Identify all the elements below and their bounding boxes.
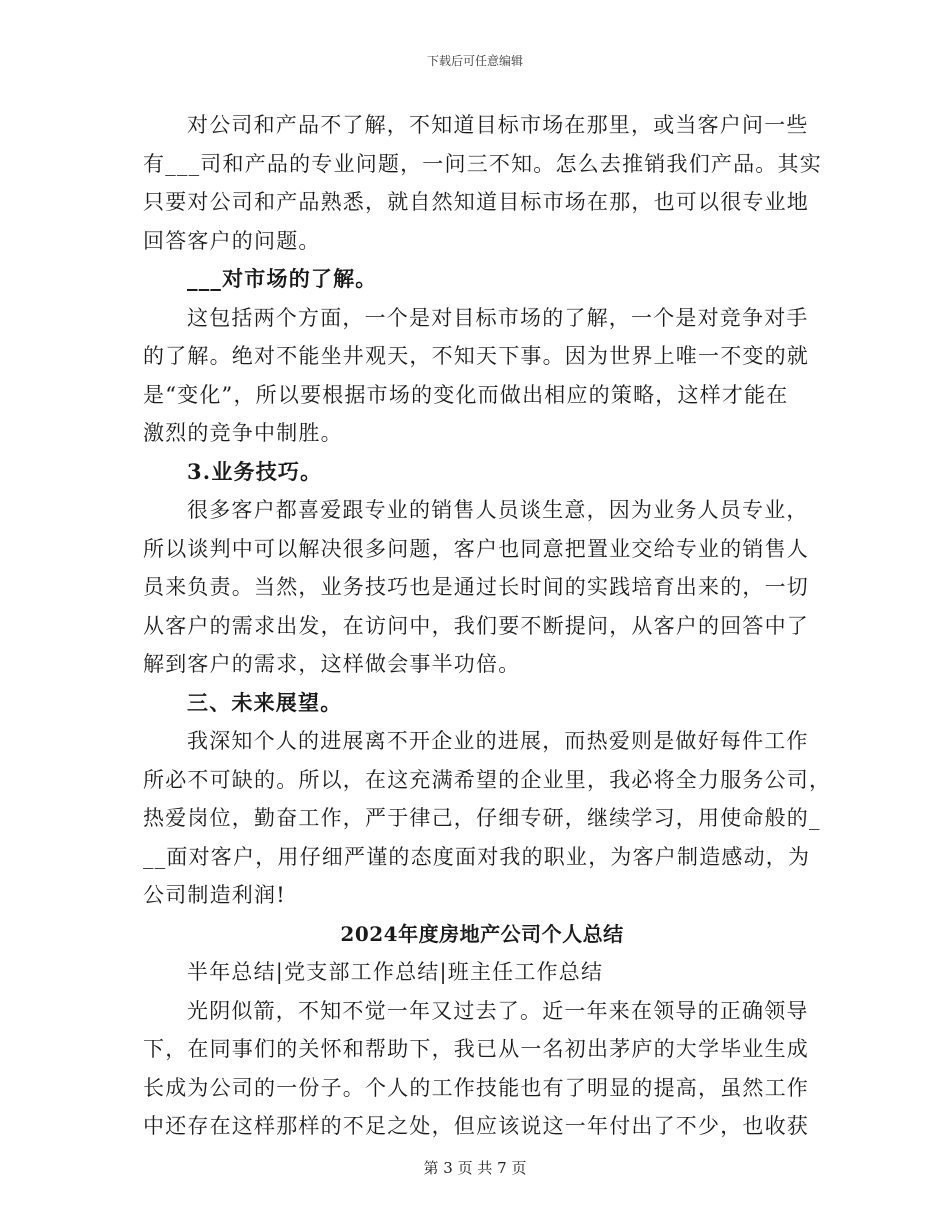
body-line: 光阴似箭，不知不觉一年又过去了。近一年来在领导的正确领导 bbox=[187, 998, 809, 1023]
body-line: 对公司和产品不了解，不知道目标市场在那里，或当客户问一些 bbox=[187, 113, 809, 137]
page-footer: 第 3 页 共 7 页 bbox=[423, 1159, 527, 1177]
body-line: 只要对公司和产品熟悉，就自然知道目标市场在那，也可以很专业地 bbox=[143, 190, 809, 214]
body-line: 这包括两个方面，一个是对目标市场的了解，一个是对竞争对手 bbox=[187, 305, 809, 330]
body-line: 所必不可缺的。所以，在这充满希望的企业里，我必将全力服务公司， bbox=[143, 767, 832, 792]
body-line: 中还存在这样那样的不足之处，但应该说这一年付出了不少，也收获 bbox=[143, 1114, 809, 1138]
body-line: 有___司和产品的专业问题，一问三不知。怎么去推销我们产品。其实 bbox=[143, 151, 822, 176]
page-header: 下载后可任意编辑 bbox=[426, 54, 523, 68]
body-line: 从客户的需求出发，在访问中，我们要不断提问，从客户的回答中了 bbox=[143, 613, 809, 638]
body-line: 我深知个人的进展离不开企业的进展，而热爱则是做好每件工作 bbox=[187, 729, 809, 753]
section-heading: 三、未来展望。 bbox=[187, 689, 343, 715]
body-line: 下，在同事们的关怀和帮助下，我已从一名初出茅庐的大学毕业生成 bbox=[143, 1037, 809, 1061]
body-line: 很多客户都喜爱跟专业的销售人员谈生意，因为业务人员专业， bbox=[187, 498, 809, 522]
body-line: 所以谈判中可以解决很多问题，客户也同意把置业交给专业的销售人 bbox=[143, 536, 809, 561]
body-line: 是“变化”，所以要根据市场的变化而做出相应的策略，这样才能在 bbox=[143, 382, 789, 407]
body-line: 的了解。绝对不能坐井观天，不知天下事。因为世界上唯一不变的就 bbox=[143, 344, 809, 368]
section-heading: 3.业务技巧。 bbox=[187, 458, 323, 484]
document-title: 2024年度房地产公司个人总结 bbox=[340, 921, 624, 946]
body-line: 热爱岗位，勤奋工作，严于律己，仔细专研，继续学习，用使命般的_ bbox=[143, 806, 821, 830]
body-line: 公司制造利润! bbox=[143, 883, 286, 907]
body-line: 激烈的竞争中制胜。 bbox=[143, 421, 343, 445]
body-line: __面对客户，用仔细严谨的态度面对我的职业，为客户制造感动，为 bbox=[143, 844, 811, 869]
document-body bbox=[143, 106, 832, 1146]
section-heading: ___对市场的了解。 bbox=[187, 266, 378, 291]
body-line: 长成为公司的一份子。个人的工作技能也有了明显的提高，虽然工作 bbox=[143, 1075, 809, 1100]
body-line: 员来负责。当然，业务技巧也是通过长时间的实践培育出来的，一切 bbox=[143, 575, 809, 599]
body-line: 回答客户的问题。 bbox=[143, 228, 321, 253]
body-line: 解到客户的需求，这样做会事半功倍。 bbox=[143, 652, 521, 676]
category-links: 半年总结|党支部工作总结|班主任工作总结 bbox=[187, 960, 604, 984]
